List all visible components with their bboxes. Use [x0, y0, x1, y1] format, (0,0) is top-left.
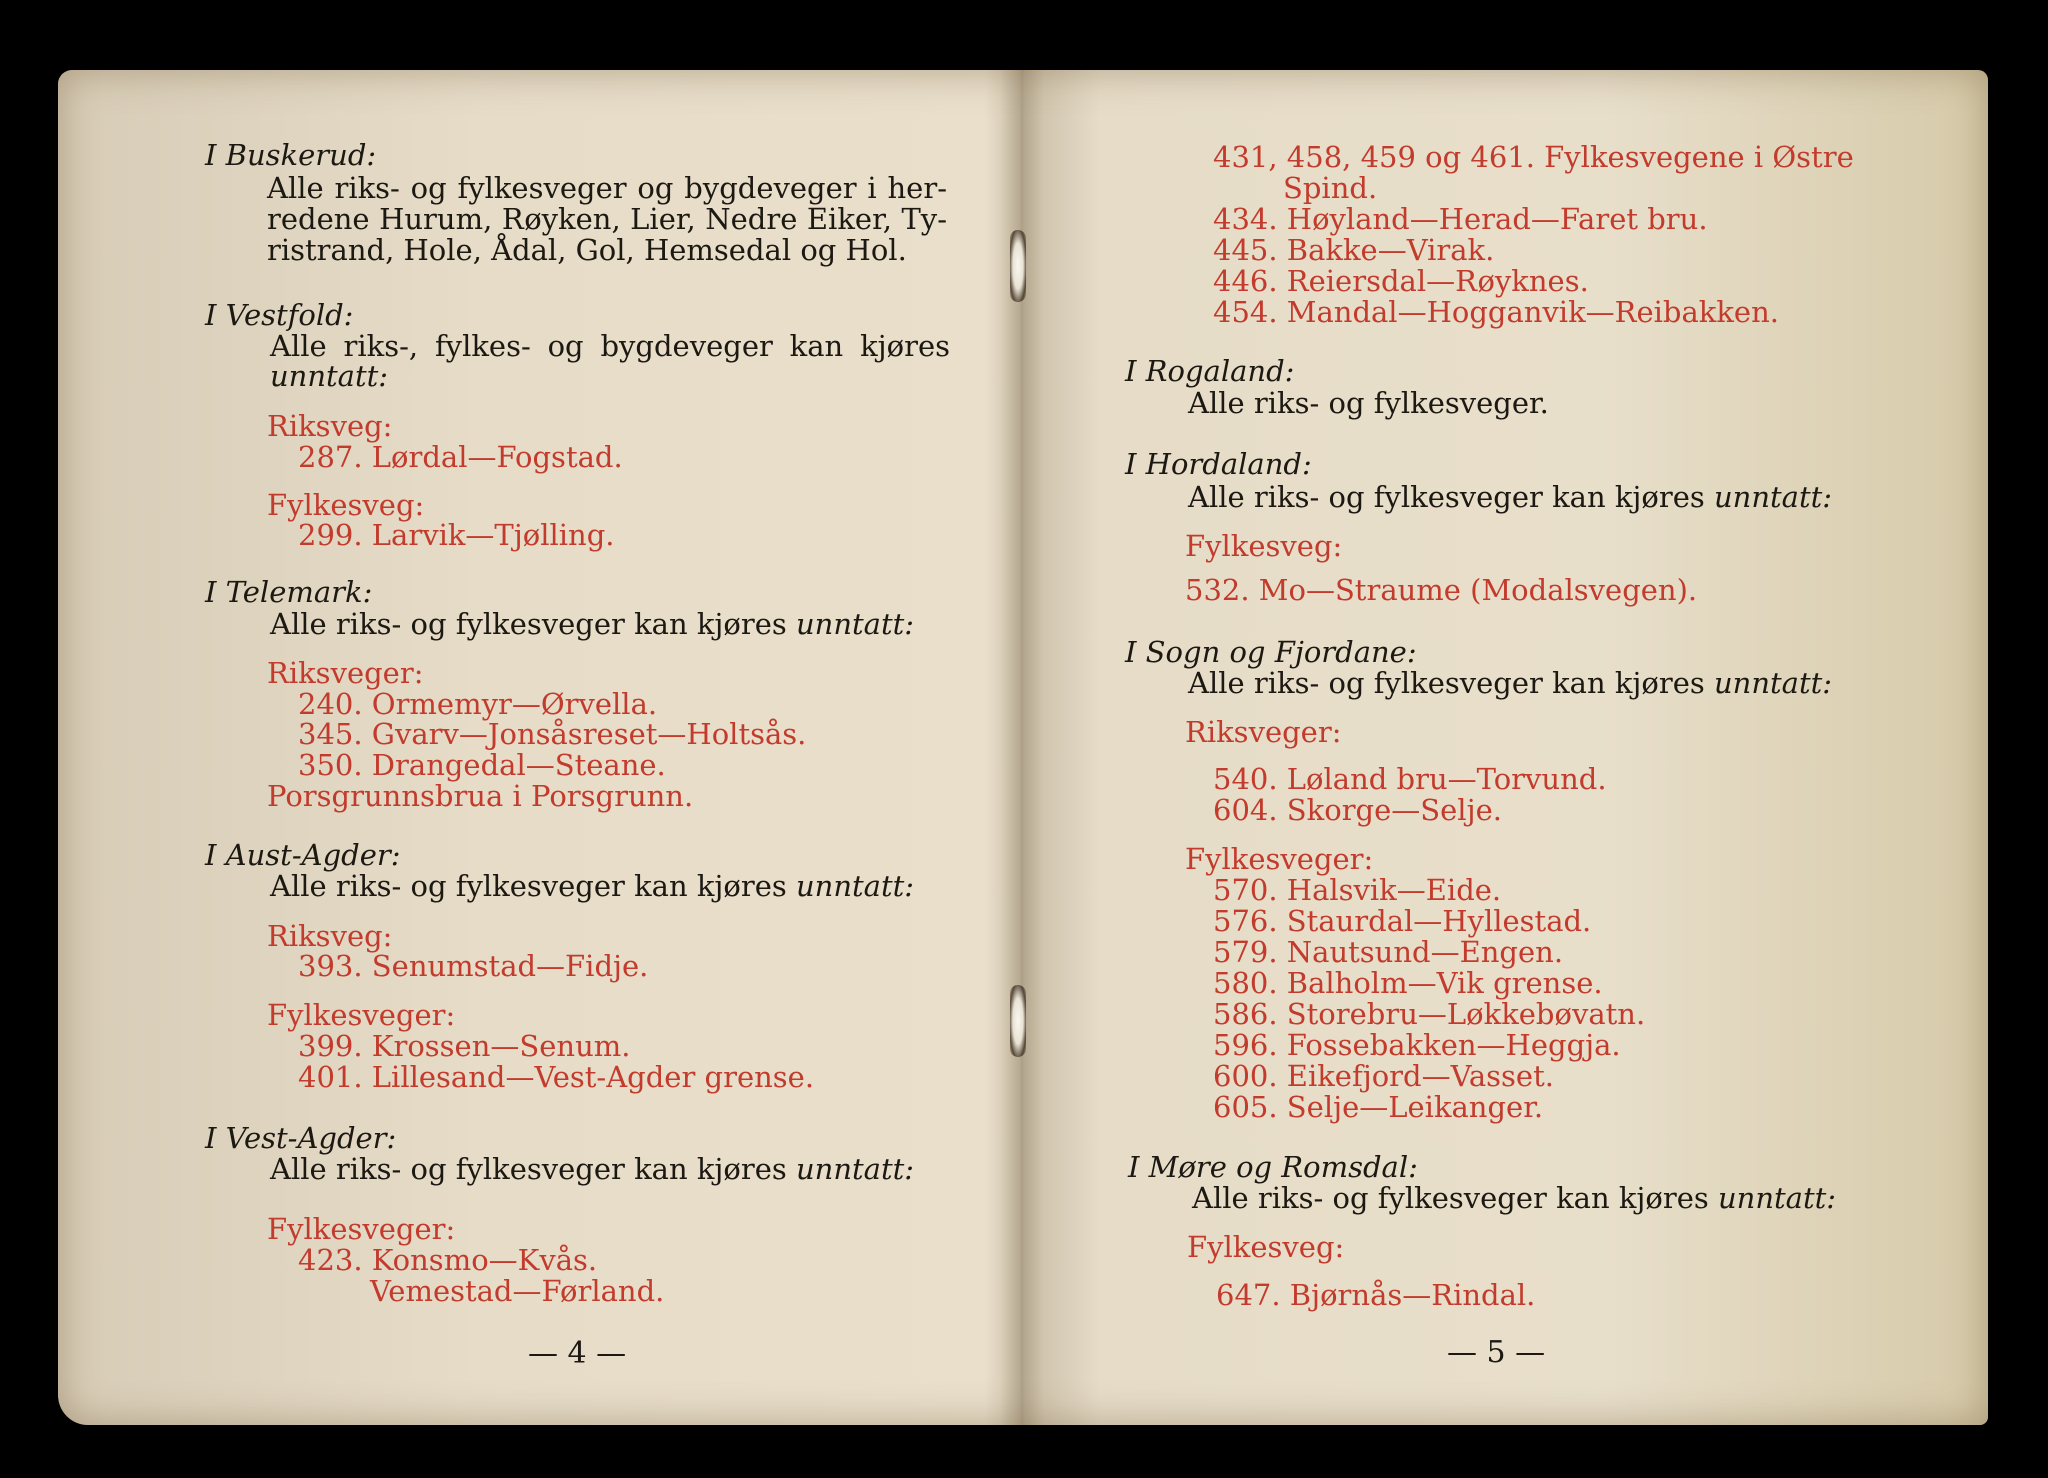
buskerud-text-line-3: ristrand, Hole, Ådal, Gol, Hemsedal og Hol. — [267, 233, 907, 267]
aust-agder-text: Alle riks- og fylkesveger kan kjøres unntatt: — [270, 869, 915, 903]
telemark-unntatt: unntatt: — [796, 607, 915, 641]
sogn-og-fjordane-fylkesveg-item: 579. Nautsund—Engen. — [1213, 935, 1564, 969]
sogn-og-fjordane-unntatt: unntatt: — [1714, 666, 1833, 700]
sogn-og-fjordane-fylkesveg-item: 570. Halsvik—Eide. — [1213, 873, 1502, 907]
vest-agder-cont-item: 446. Reiersdal—Røyknes. — [1213, 264, 1589, 298]
section-heading-buskerud: I Buskerud: — [205, 138, 377, 172]
sogn-og-fjordane-fylkesveg-item: 576. Staurdal—Hyllestad. — [1213, 904, 1592, 938]
more-og-romsdal-fylkesveg-label: Fylkesveg: — [1187, 1230, 1345, 1264]
more-og-romsdal-fylkesveg-item: 647. Bjørnås—Rindal. — [1216, 1278, 1536, 1312]
sogn-og-fjordane-text: Alle riks- og fylkesveger kan kjøres unntatt: — [1188, 666, 1833, 700]
sogn-og-fjordane-riksveg-item: 604. Skorge—Selje. — [1213, 793, 1502, 827]
telemark-extra: Porsgrunnsbrua i Porsgrunn. — [267, 779, 694, 813]
vest-agder-text: Alle riks- og fylkesveger kan kjøres unntatt: — [270, 1152, 915, 1186]
aust-agder-fylkesveg-item: 399. Krossen—Senum. — [298, 1029, 631, 1063]
aust-agder-riksveg-item: 393. Senumstad—Fidje. — [298, 949, 649, 983]
telemark-riksveg-item: 240. Ormemyr—Ørvella. — [298, 687, 658, 721]
sogn-og-fjordane-fylkesveg-item: 605. Selje—Leikanger. — [1213, 1090, 1544, 1124]
staple-top — [1010, 230, 1026, 302]
page-number-left: — 4 — — [528, 1336, 627, 1371]
vestfold-riksveg-label: Riksveg: — [267, 409, 393, 443]
vestfold-riksveg-item: 287. Lørdal—Fogstad. — [298, 440, 623, 474]
staple-bottom — [1010, 985, 1026, 1057]
vestfold-text: Alle riks-, fylkes- og bygdeveger kan kjøres — [270, 329, 950, 363]
page-number-right: — 5 — — [1447, 1335, 1546, 1370]
vest-agder-cont-item: 454. Mandal—Hogganvik—Reibakken. — [1213, 295, 1779, 329]
rogaland-text: Alle riks- og fylkesveger. — [1188, 386, 1549, 420]
section-heading-hordaland: I Hordaland: — [1125, 447, 1312, 481]
hordaland-unntatt: unntatt: — [1714, 480, 1833, 514]
sogn-og-fjordane-fylkesveg-item: 596. Fossebakken—Heggja. — [1213, 1028, 1621, 1062]
more-og-romsdal-text: Alle riks- og fylkesveger kan kjøres unntatt: — [1192, 1181, 1837, 1215]
vestfold-fylkesveg-label: Fylkesveg: — [267, 488, 425, 522]
section-heading-aust-agder: I Aust-Agder: — [205, 838, 401, 872]
sogn-og-fjordane-fylkesveg-item: 580. Balholm—Vik grense. — [1213, 966, 1603, 1000]
vest-agder-cont-item: 434. Høyland—Herad—Faret bru. — [1213, 202, 1708, 236]
vestfold-unntatt: unntatt: — [270, 359, 389, 393]
vest-agder-fylkesveg-item: Vemestad—Førland. — [370, 1274, 665, 1308]
vest-agder-fylkesveger-label: Fylkesveger: — [267, 1212, 456, 1246]
aust-agder-unntatt: unntatt: — [796, 869, 915, 903]
telemark-riksveg-item: 350. Drangedal—Steane. — [298, 748, 666, 782]
hordaland-text: Alle riks- og fylkesveger kan kjøres unntatt: — [1188, 480, 1833, 514]
sogn-og-fjordane-fylkesveg-item: 586. Storebru—Løkkebøvatn. — [1213, 997, 1646, 1031]
section-heading-sogn-og-fjordane: I Sogn og Fjordane: — [1125, 635, 1417, 669]
sogn-og-fjordane-riksveg-item: 540. Løland bru—Torvund. — [1213, 762, 1607, 796]
vestfold-fylkesveg-item: 299. Larvik—Tjølling. — [298, 518, 615, 552]
section-heading-vestfold: I Vestfold: — [205, 298, 354, 332]
section-heading-more-og-romsdal: I Møre og Romsdal: — [1128, 1150, 1418, 1184]
section-heading-vest-agder: I Vest-Agder: — [205, 1121, 397, 1155]
vest-agder-cont-item: Spind. — [1283, 171, 1378, 205]
vest-agder-fylkesveg-item: 423. Konsmo—Kvås. — [298, 1243, 598, 1277]
telemark-riksveger-label: Riksveger: — [267, 656, 424, 690]
sogn-og-fjordane-fylkesveger-label: Fylkesveger: — [1185, 842, 1374, 876]
vest-agder-cont-item: 445. Bakke—Virak. — [1213, 233, 1495, 267]
buskerud-text-line-1: Alle riks- og fylkesveger og bygdeveger i her- — [267, 171, 947, 205]
telemark-text: Alle riks- og fylkesveger kan kjøres unntatt: — [270, 607, 915, 641]
sogn-og-fjordane-riksveger-label: Riksveger: — [1185, 715, 1342, 749]
sogn-og-fjordane-fylkesveg-item: 600. Eikefjord—Vasset. — [1213, 1059, 1554, 1093]
hordaland-fylkesveg-item: 532. Mo—Straume (Modalsvegen). — [1185, 573, 1698, 607]
aust-agder-fylkesveger-label: Fylkesveger: — [267, 998, 456, 1032]
more-og-romsdal-unntatt: unntatt: — [1718, 1181, 1837, 1215]
hordaland-fylkesveg-label: Fylkesveg: — [1185, 529, 1343, 563]
section-heading-rogaland: I Rogaland: — [1125, 354, 1295, 388]
vest-agder-unntatt: unntatt: — [796, 1152, 915, 1186]
section-heading-telemark: I Telemark: — [205, 575, 373, 609]
aust-agder-fylkesveg-item: 401. Lillesand—Vest-Agder grense. — [298, 1060, 815, 1094]
vest-agder-cont-item: 431, 458, 459 og 461. Fylkesvegene i Østre — [1213, 140, 1854, 174]
buskerud-text-line-2: redene Hurum, Røyken, Lier, Nedre Eiker, Ty- — [267, 202, 947, 236]
aust-agder-riksveg-label: Riksveg: — [267, 919, 393, 953]
telemark-riksveg-item: 345. Gvarv—Jonsåsreset—Holtsås. — [298, 717, 807, 751]
